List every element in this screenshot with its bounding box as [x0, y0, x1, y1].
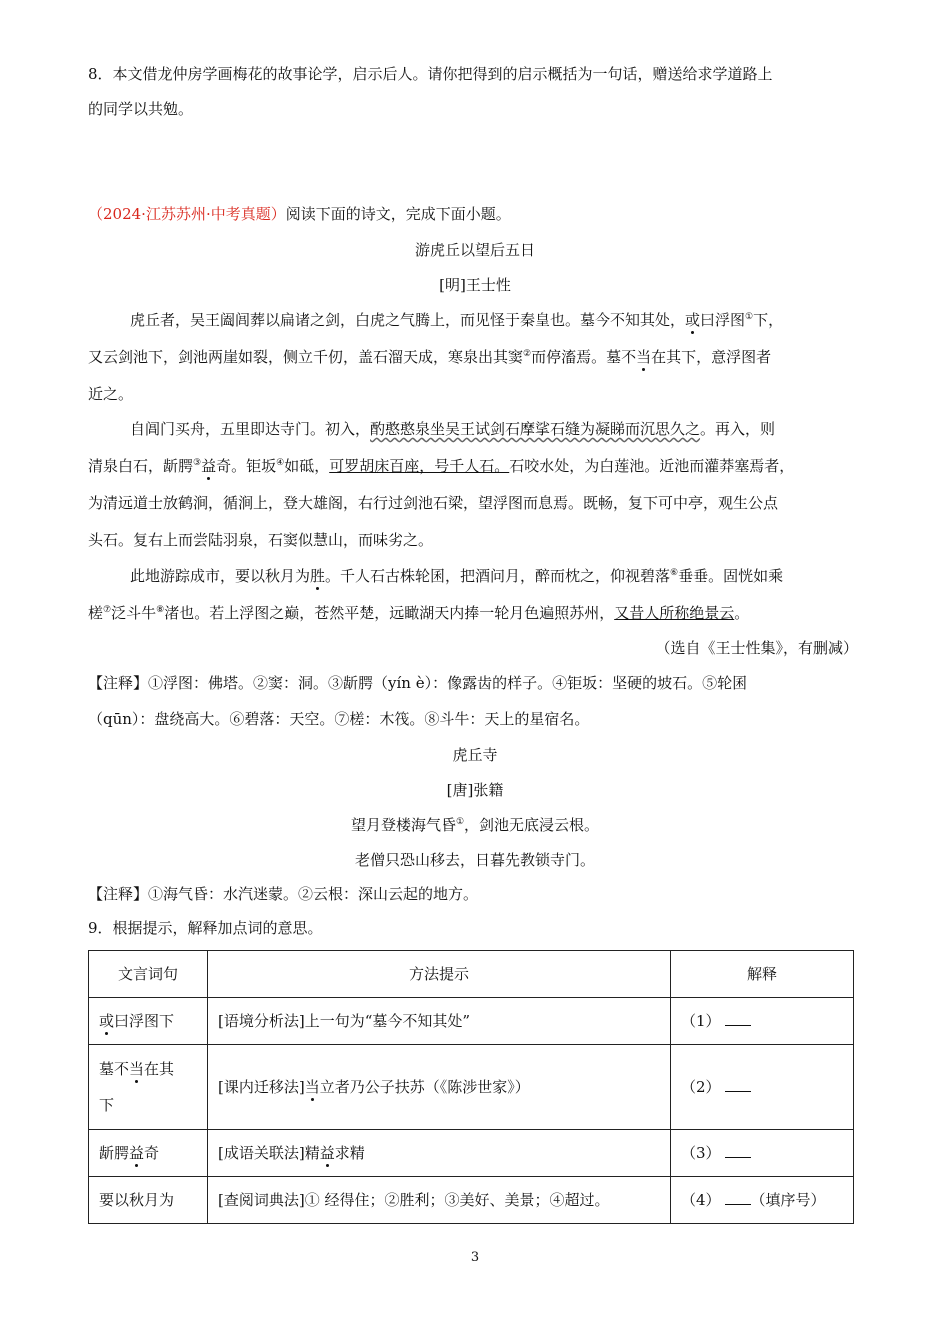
answer-cell[interactable]: （2）	[671, 1045, 854, 1130]
exam-source: （2024·江苏苏州·中考真题）	[88, 205, 286, 223]
answer-cell[interactable]: （1）	[671, 998, 854, 1045]
answer-table	[88, 950, 854, 1224]
header-cell: 文言词句	[89, 951, 208, 998]
header-cell: 解释	[671, 951, 854, 998]
header-cell: 方法提示	[208, 951, 671, 998]
wavy-underlined-sentence: 酌憨憨泉坐吴王试剑石摩挲石缝为凝睇而沉思久之	[370, 420, 701, 438]
prose-p2-line2: 清泉白石，龂腭③益奇。钜坂④如砥，可罗胡床百座，号千人石。石咬水处，为白莲池。近池而灌莽塞焉者，	[88, 457, 795, 475]
q8-line1: 8．本文借龙仲房学画梅花的故事论学，启示后人。请你把得到的启示概括为一句话，赠送给求学道路上	[88, 65, 773, 83]
phrase-cell: 或曰浮图下	[89, 998, 208, 1045]
answer-cell[interactable]: （4） （填序号）	[671, 1177, 854, 1224]
prose-p3-line1: 此地游踪成市，要以秋月为胜。千人石古株轮囷，把酒问月，醉而枕之，仰视碧落⑥垂垂。固恍如乘	[130, 567, 784, 585]
table-header-row	[89, 951, 854, 998]
method-cell: [成语关联法]精益求精	[208, 1130, 671, 1177]
q8-line2: 的同学以共勉。	[88, 100, 194, 118]
prose-p3-line2: 槎⑦泛斗牛⑧渚也。若上浮图之巅，苍然平楚，远瞰湖天内捧一轮月色遍照苏州，又昔人所称绝景云。	[88, 604, 750, 622]
prose-p1-line3: 近之。	[88, 385, 134, 403]
notes1-line1: 【注释】①浮图：佛塔。②窦：洞。③龂腭（yín è）：像露齿的样子。④钜坂：坚硬的坡石。⑤轮囷	[88, 674, 748, 692]
table-row	[89, 1177, 854, 1224]
dotted-word: 胜	[310, 567, 326, 585]
table-row	[89, 1045, 854, 1130]
answer-blank	[725, 1013, 751, 1026]
dotted-word: 或	[685, 311, 701, 329]
prose-p1-line2: 又云剑池下，剑池两崖如裂，侧立千仞，盖石溜天成，寒泉出其窦②而停滀焉。墓不当在其下，意浮图者	[88, 348, 772, 366]
poem-title: 虎丘寺	[452, 746, 498, 764]
answer-blank	[725, 1079, 751, 1092]
answer-cell[interactable]: （3）	[671, 1130, 854, 1177]
prose-author: [明]王士性	[439, 276, 511, 294]
prose-title: 游虎丘以望后五日	[414, 241, 535, 259]
method-cell: [课内迁移法]当立者乃公子扶苏（《陈涉世家》）	[208, 1045, 671, 1130]
prose-p1-line1: 虎丘者，吴王阖闾葬以扁诸之剑，白虎之气腾上，而见怪于秦皇也。墓今不知其处，或曰浮图①下，	[130, 311, 784, 329]
notes2: 【注释】①海气昏：水汽迷蒙。②云根：深山云起的地方。	[88, 885, 479, 903]
method-cell: [语境分析法]上一句为“墓今不知其处”	[208, 998, 671, 1045]
underlined-sentence: 又昔人所称绝景云	[614, 604, 735, 622]
poem-author: [唐]张籍	[446, 781, 504, 799]
method-cell: [查阅词典法]① 经得住；②胜利；③美好、美景；④超过。	[208, 1177, 671, 1224]
answer-blank	[725, 1192, 751, 1205]
prose-p2-line4: 头石。复右上而尝陆羽泉，石窦似慧山，而味劣之。	[88, 531, 434, 549]
prose-p2-line3: 为清远道士放鹤涧，循涧上，登大雄阁，右行过剑池石梁，望浮图而息焉。既畅，复下可中亭，观生公点	[88, 494, 779, 512]
poem-line2: 老僧只恐山移去，日暮先教锁寺门。	[354, 851, 595, 869]
phrase-cell: 墓不当在其 下	[89, 1045, 208, 1130]
phrase-cell: 要以秋月为	[89, 1177, 208, 1224]
intro-text: 阅读下面的诗文，完成下面小题。	[285, 205, 511, 223]
phrase-cell: 龂腭益奇	[89, 1130, 208, 1177]
q9-prompt: 9．根据提示，解释加点词的意思。	[88, 919, 323, 937]
table-row	[89, 1130, 854, 1177]
prose-p2-line1: 自阊门买舟，五里即达寺门。初入，酌憨憨泉坐吴王试剑石摩挲石缝为凝睇而沉思久之。再入，则	[130, 420, 776, 438]
dotted-word: 益	[201, 457, 217, 475]
dotted-word: 当	[636, 348, 652, 366]
table-row	[89, 998, 854, 1045]
prose-source: （选自《王士性集》，有删减）	[655, 639, 858, 657]
answer-blank	[725, 1145, 751, 1158]
underlined-sentence: 可罗胡床百座，号千人石。	[329, 457, 510, 475]
reading-intro	[88, 204, 511, 224]
notes1-line2: （qūn）：盘绕高大。⑥碧落：天空。⑦槎：木筏。⑧斗牛：天上的星宿名。	[88, 710, 590, 728]
poem-line1: 望月登楼海气昏①，剑池无底浸云根。	[350, 816, 600, 834]
page-number: 3	[470, 1250, 480, 1265]
